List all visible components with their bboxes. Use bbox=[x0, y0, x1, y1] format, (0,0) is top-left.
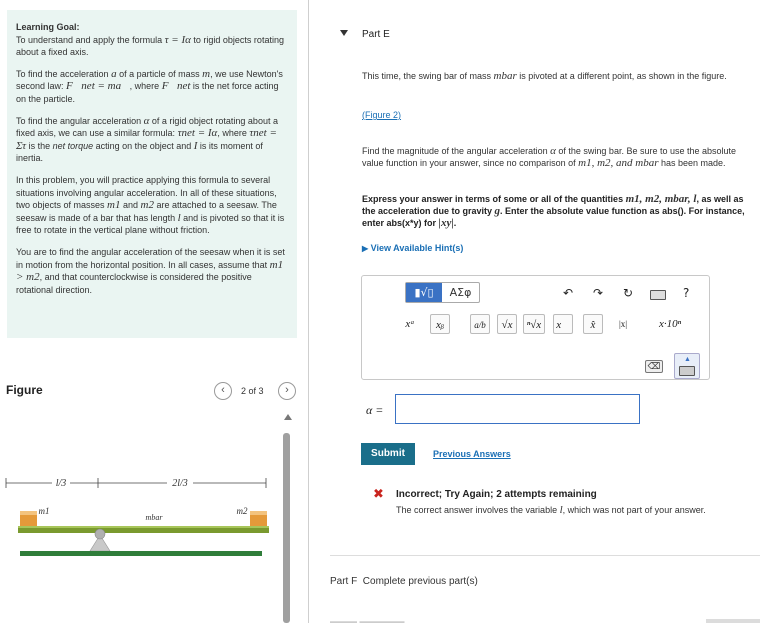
fraction-button[interactable]: a/b bbox=[470, 314, 490, 334]
figure-link[interactable]: (Figure 2) bbox=[362, 110, 402, 120]
figure-prev-button[interactable] bbox=[214, 382, 232, 400]
part-e-description: This time, the swing bar of mass mbar is pivoted at a different point, as shown in the figure. bbox=[362, 70, 727, 82]
part-e-title[interactable]: Part E bbox=[362, 29, 390, 40]
ground-base bbox=[20, 551, 262, 556]
goal-paragraph-angular: To find the angular acceleration α of a rigid object rotating about a fixed axis, we can use a similar formula: τnet = Iα, where τnet = Στ is the net torque acting on the object and I is its moment of inertia. bbox=[16, 114, 278, 163]
figure-title: Figure bbox=[6, 383, 43, 397]
help-icon[interactable]: ? bbox=[683, 286, 690, 300]
scientific-notation-button[interactable]: x·10ⁿ bbox=[658, 318, 682, 330]
panel-divider bbox=[308, 0, 309, 623]
feedback-detail: The correct answer involves the variable l, which was not part of your answer. bbox=[396, 504, 706, 516]
caret-right-icon: ▶ bbox=[362, 244, 369, 253]
chevron-left-icon: ‹ bbox=[221, 384, 225, 396]
incorrect-icon: ✖ bbox=[373, 487, 384, 502]
answer-label: α = bbox=[366, 403, 384, 417]
part-f-status: Complete previous part(s) bbox=[362, 576, 478, 587]
mass-block-m2-highlight bbox=[250, 511, 267, 515]
keyboard-toggle-button[interactable] bbox=[674, 353, 700, 379]
view-hints-link[interactable]: ▶ View Available Hint(s) bbox=[362, 243, 464, 253]
sqrt-button[interactable]: √x bbox=[497, 314, 517, 334]
keyboard-shortcuts-icon[interactable] bbox=[650, 290, 666, 300]
previous-answers-link[interactable]: Previous Answers bbox=[433, 449, 511, 459]
goal-paragraph-task: You are to find the angular acceleration of the seesaw when it is set in motion from the horizontal position. In all cases, assume that m1 > m2, and that counterclockwise is considered the positive rotational direction. bbox=[16, 247, 285, 295]
superscript-button[interactable]: xᵃ bbox=[405, 318, 415, 330]
mass-label-m1: m1 bbox=[38, 506, 50, 516]
redo-icon[interactable]: ↷ bbox=[593, 286, 604, 300]
greek-mode-button[interactable]: ΑΣφ bbox=[449, 286, 472, 299]
scrollbar-thumb[interactable] bbox=[283, 433, 290, 623]
editor-mode-toggle bbox=[405, 282, 480, 303]
math-editor bbox=[361, 275, 710, 380]
nth-root-button[interactable]: ⁿ√x bbox=[523, 314, 545, 334]
part-f-label: Part F bbox=[330, 576, 358, 587]
undo-icon[interactable]: ↶ bbox=[563, 286, 574, 300]
submit-button[interactable]: Submit bbox=[361, 443, 415, 465]
length-label-right: 2l/3 bbox=[172, 478, 188, 489]
goal-paragraph-problem: In this problem, you will practice applying this formula to several situations involving angular acceleration. In all of these situations, two objects of masses m1 and m2 are attached to a seesaw. The seesaw is made of a bar that has length l and is pivoted so that it is free to rotate in the vertical plane without friction. bbox=[16, 175, 285, 235]
part-e-find-text: Find the magnitude of the angular acceleration α of the swing bar. Be sure to use the absolute value function in your answer, since no comparison of m1, m2, and mbar has been made. bbox=[362, 145, 737, 169]
goal-heading: Learning Goal: bbox=[16, 22, 80, 32]
scroll-up-arrow-icon[interactable] bbox=[284, 414, 292, 420]
chevron-right-icon: › bbox=[285, 384, 289, 396]
mass-block-m1-highlight bbox=[20, 511, 37, 515]
feedback-title: Incorrect; Try Again; 2 attempts remaining bbox=[396, 489, 597, 500]
mass-label-m2: m2 bbox=[236, 506, 248, 516]
next-button-fragment[interactable] bbox=[706, 619, 760, 623]
goal-intro: Learning Goal: To understand and apply the formula τ = Iα to rigid objects rotating about a fixed axis. bbox=[16, 21, 288, 59]
templates-mode-button[interactable]: ▮√▯ bbox=[406, 283, 442, 302]
goal-paragraph-newton: To find the acceleration a of a particle of mass m, we use Newton's second law: F⃗net = ma⃗, where F⃗net is the net force acting on the particle. bbox=[16, 67, 283, 104]
part-e-collapse-icon[interactable] bbox=[340, 30, 348, 36]
mass-label-mbar: mbar bbox=[145, 513, 163, 522]
pivot-pin bbox=[95, 529, 105, 539]
learning-goal-panel bbox=[7, 10, 297, 338]
chevron-up-icon: ▲ bbox=[684, 356, 691, 363]
provide-feedback-fragment: ▬▬▬ ▬▬▬▬▬ bbox=[330, 616, 405, 623]
seesaw-figure bbox=[0, 460, 282, 623]
part-divider bbox=[330, 555, 760, 556]
figure-header bbox=[0, 378, 300, 404]
backspace-icon: ⌫ bbox=[647, 361, 661, 371]
keyboard-icon bbox=[679, 366, 695, 376]
answer-input[interactable] bbox=[395, 394, 640, 424]
subscript-button[interactable]: xᵦ bbox=[430, 314, 450, 334]
vector-button[interactable]: x⃗ bbox=[553, 314, 573, 334]
figure-page-indicator: 2 of 3 bbox=[241, 386, 264, 396]
figure-next-button[interactable] bbox=[278, 382, 296, 400]
length-label-left: l/3 bbox=[55, 478, 67, 489]
part-f-header[interactable] bbox=[330, 576, 478, 587]
backspace-button[interactable] bbox=[645, 360, 663, 373]
absolute-value-button[interactable]: |x| bbox=[618, 319, 628, 329]
reset-icon[interactable]: ↻ bbox=[623, 286, 634, 300]
seesaw-bar-highlight bbox=[18, 526, 269, 528]
unit-vector-button[interactable]: x̂ bbox=[583, 314, 603, 334]
part-e-express-text: Express your answer in terms of some or all of the quantities m1, m2, mbar, l, as well as the acceleration due to gravity g. Enter the absolute value function as abs(). For instance, enter abs(x*y) for |xy|. bbox=[362, 193, 745, 229]
